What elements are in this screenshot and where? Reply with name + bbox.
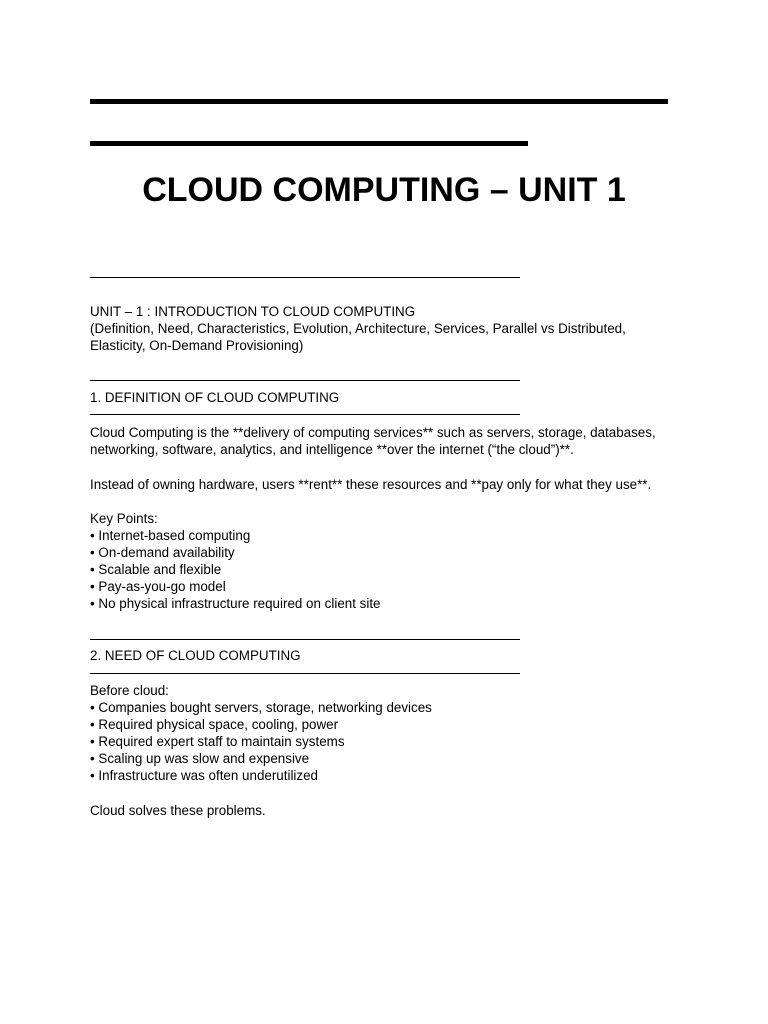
list-item: • No physical infrastructure required on client site — [90, 596, 381, 611]
section-divider — [90, 673, 520, 674]
definition-paragraph-line-1: Cloud Computing is the **delivery of computing services** such as servers, storage, databases, — [90, 425, 656, 440]
list-item: • On-demand availability — [90, 545, 235, 560]
list-item: • Companies bought servers, storage, networking devices — [90, 700, 432, 715]
conclusion-text: Cloud solves these problems. — [90, 803, 266, 818]
section-divider — [90, 639, 520, 640]
section-divider — [90, 380, 520, 381]
key-points-label: Key Points: — [90, 511, 158, 526]
list-item: • Internet-based computing — [90, 528, 251, 543]
unit-topics-line-2: Elasticity, On-Demand Provisioning) — [90, 338, 304, 353]
header-rule-top — [90, 99, 668, 104]
section-1-heading: 1. DEFINITION OF CLOUD COMPUTING — [90, 390, 340, 405]
section-divider — [90, 277, 520, 278]
list-item: • Required physical space, cooling, power — [90, 717, 339, 732]
section-divider — [90, 414, 520, 415]
list-item: • Scaling up was slow and expensive — [90, 751, 310, 766]
header-rule-second — [90, 141, 528, 146]
document-title: CLOUD COMPUTING – UNIT 1 — [142, 171, 626, 209]
section-2-heading: 2. NEED OF CLOUD COMPUTING — [90, 648, 301, 663]
list-item: • Infrastructure was often underutilized — [90, 768, 318, 783]
definition-paragraph-line-2: networking, software, analytics, and intelligence **over the internet (“the cloud”)**. — [90, 442, 574, 457]
unit-heading: UNIT – 1 : INTRODUCTION TO CLOUD COMPUTING — [90, 304, 416, 319]
list-item: • Required expert staff to maintain systems — [90, 734, 345, 749]
ownership-paragraph: Instead of owning hardware, users **rent** these resources and **pay only for what they use**. — [90, 477, 652, 492]
before-cloud-label: Before cloud: — [90, 683, 169, 698]
list-item: • Pay-as-you-go model — [90, 579, 226, 594]
list-item: • Scalable and flexible — [90, 562, 222, 577]
unit-topics-line-1: (Definition, Need, Characteristics, Evolution, Architecture, Services, Parallel vs Distributed, — [90, 321, 626, 336]
